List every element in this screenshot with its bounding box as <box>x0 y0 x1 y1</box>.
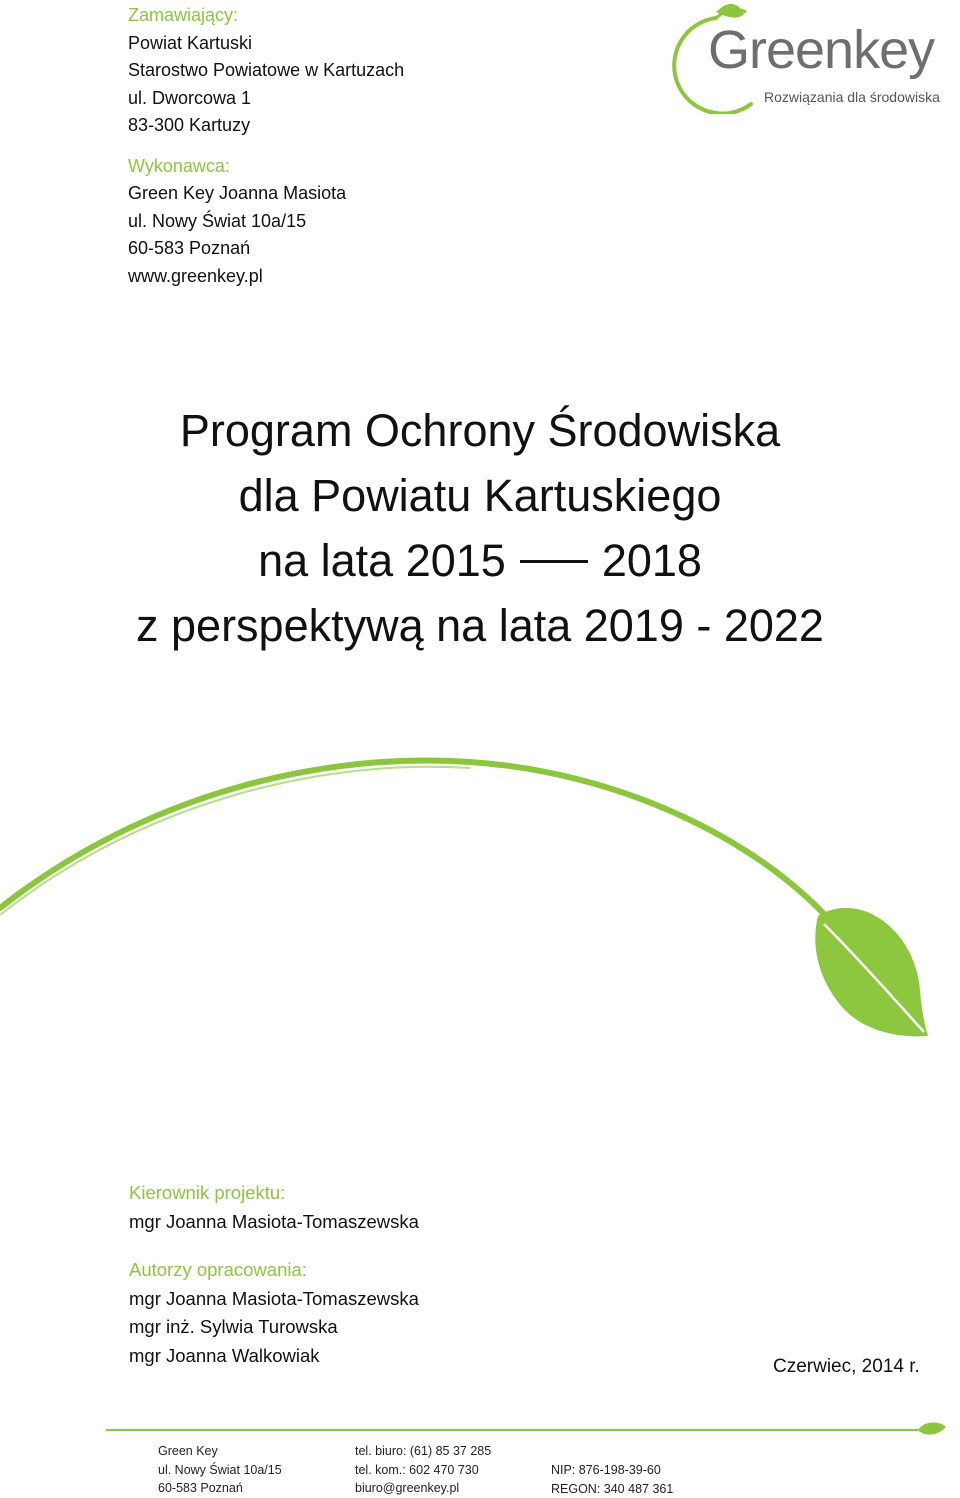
footer-office-phone: tel. biuro: (61) 85 37 285 <box>355 1442 491 1461</box>
footer-address <box>158 1442 282 1498</box>
project-lead-label: Kierownik projektu: <box>129 1179 419 1208</box>
title-line-3-suffix: 2018 <box>602 535 702 586</box>
footer-city: 60-583 Poznań <box>158 1479 282 1498</box>
contractor-line: Green Key Joanna Masiota <box>128 180 404 208</box>
footer-registry <box>551 1461 673 1498</box>
footer-mobile-phone: tel. kom.: 602 470 730 <box>355 1461 491 1480</box>
contractor-label: Wykonawca: <box>128 153 404 181</box>
footer-contact <box>355 1442 491 1498</box>
author-name: mgr Joanna Masiota-Tomaszewska <box>129 1285 419 1314</box>
client-line: ul. Dworcowa 1 <box>128 85 404 113</box>
contractor-website: www.greenkey.pl <box>128 263 404 291</box>
title-line-3-prefix: na lata 2015 <box>258 535 506 586</box>
logo-wordmark: Greenkey <box>708 20 934 80</box>
client-line: 83-300 Kartuzy <box>128 112 404 140</box>
title-line-1: Program Ochrony Środowiska <box>0 398 960 463</box>
contractor-line: ul. Nowy Świat 10a/15 <box>128 208 404 236</box>
team-block <box>129 1179 419 1370</box>
leaf-icon <box>815 908 928 1036</box>
greenkey-logo <box>646 4 956 114</box>
title-line-4: z perspektywą na lata 2019 - 2022 <box>0 593 960 658</box>
logo-tagline: Rozwiązania dla środowiska <box>764 88 940 106</box>
contact-block <box>128 2 404 290</box>
em-dash <box>520 560 588 563</box>
client-line: Powiat Kartuski <box>128 30 404 58</box>
decorative-arc <box>0 740 960 1060</box>
author-name: mgr inż. Sylwia Turowska <box>129 1313 419 1342</box>
authors-label: Autorzy opracowania: <box>129 1256 419 1285</box>
footer-email: biuro@greenkey.pl <box>355 1479 491 1498</box>
leaf-icon <box>918 1422 946 1434</box>
project-lead-name: mgr Joanna Masiota-Tomaszewska <box>129 1208 419 1237</box>
footer-nip: NIP: 876-198-39-60 <box>551 1461 673 1480</box>
contractor-line: 60-583 Poznań <box>128 235 404 263</box>
footer-company: Green Key <box>158 1442 282 1461</box>
author-name: mgr Joanna Walkowiak <box>129 1342 419 1371</box>
client-label: Zamawiający: <box>128 2 404 30</box>
title-line-2: dla Powiatu Kartuskiego <box>0 463 960 528</box>
document-date: Czerwiec, 2014 r. <box>773 1353 920 1381</box>
title-line-3 <box>0 528 960 593</box>
document-title <box>0 398 960 658</box>
client-line: Starostwo Powiatowe w Kartuzach <box>128 57 404 85</box>
footer-street: ul. Nowy Świat 10a/15 <box>158 1461 282 1480</box>
footer-regon: REGON: 340 487 361 <box>551 1480 673 1498</box>
